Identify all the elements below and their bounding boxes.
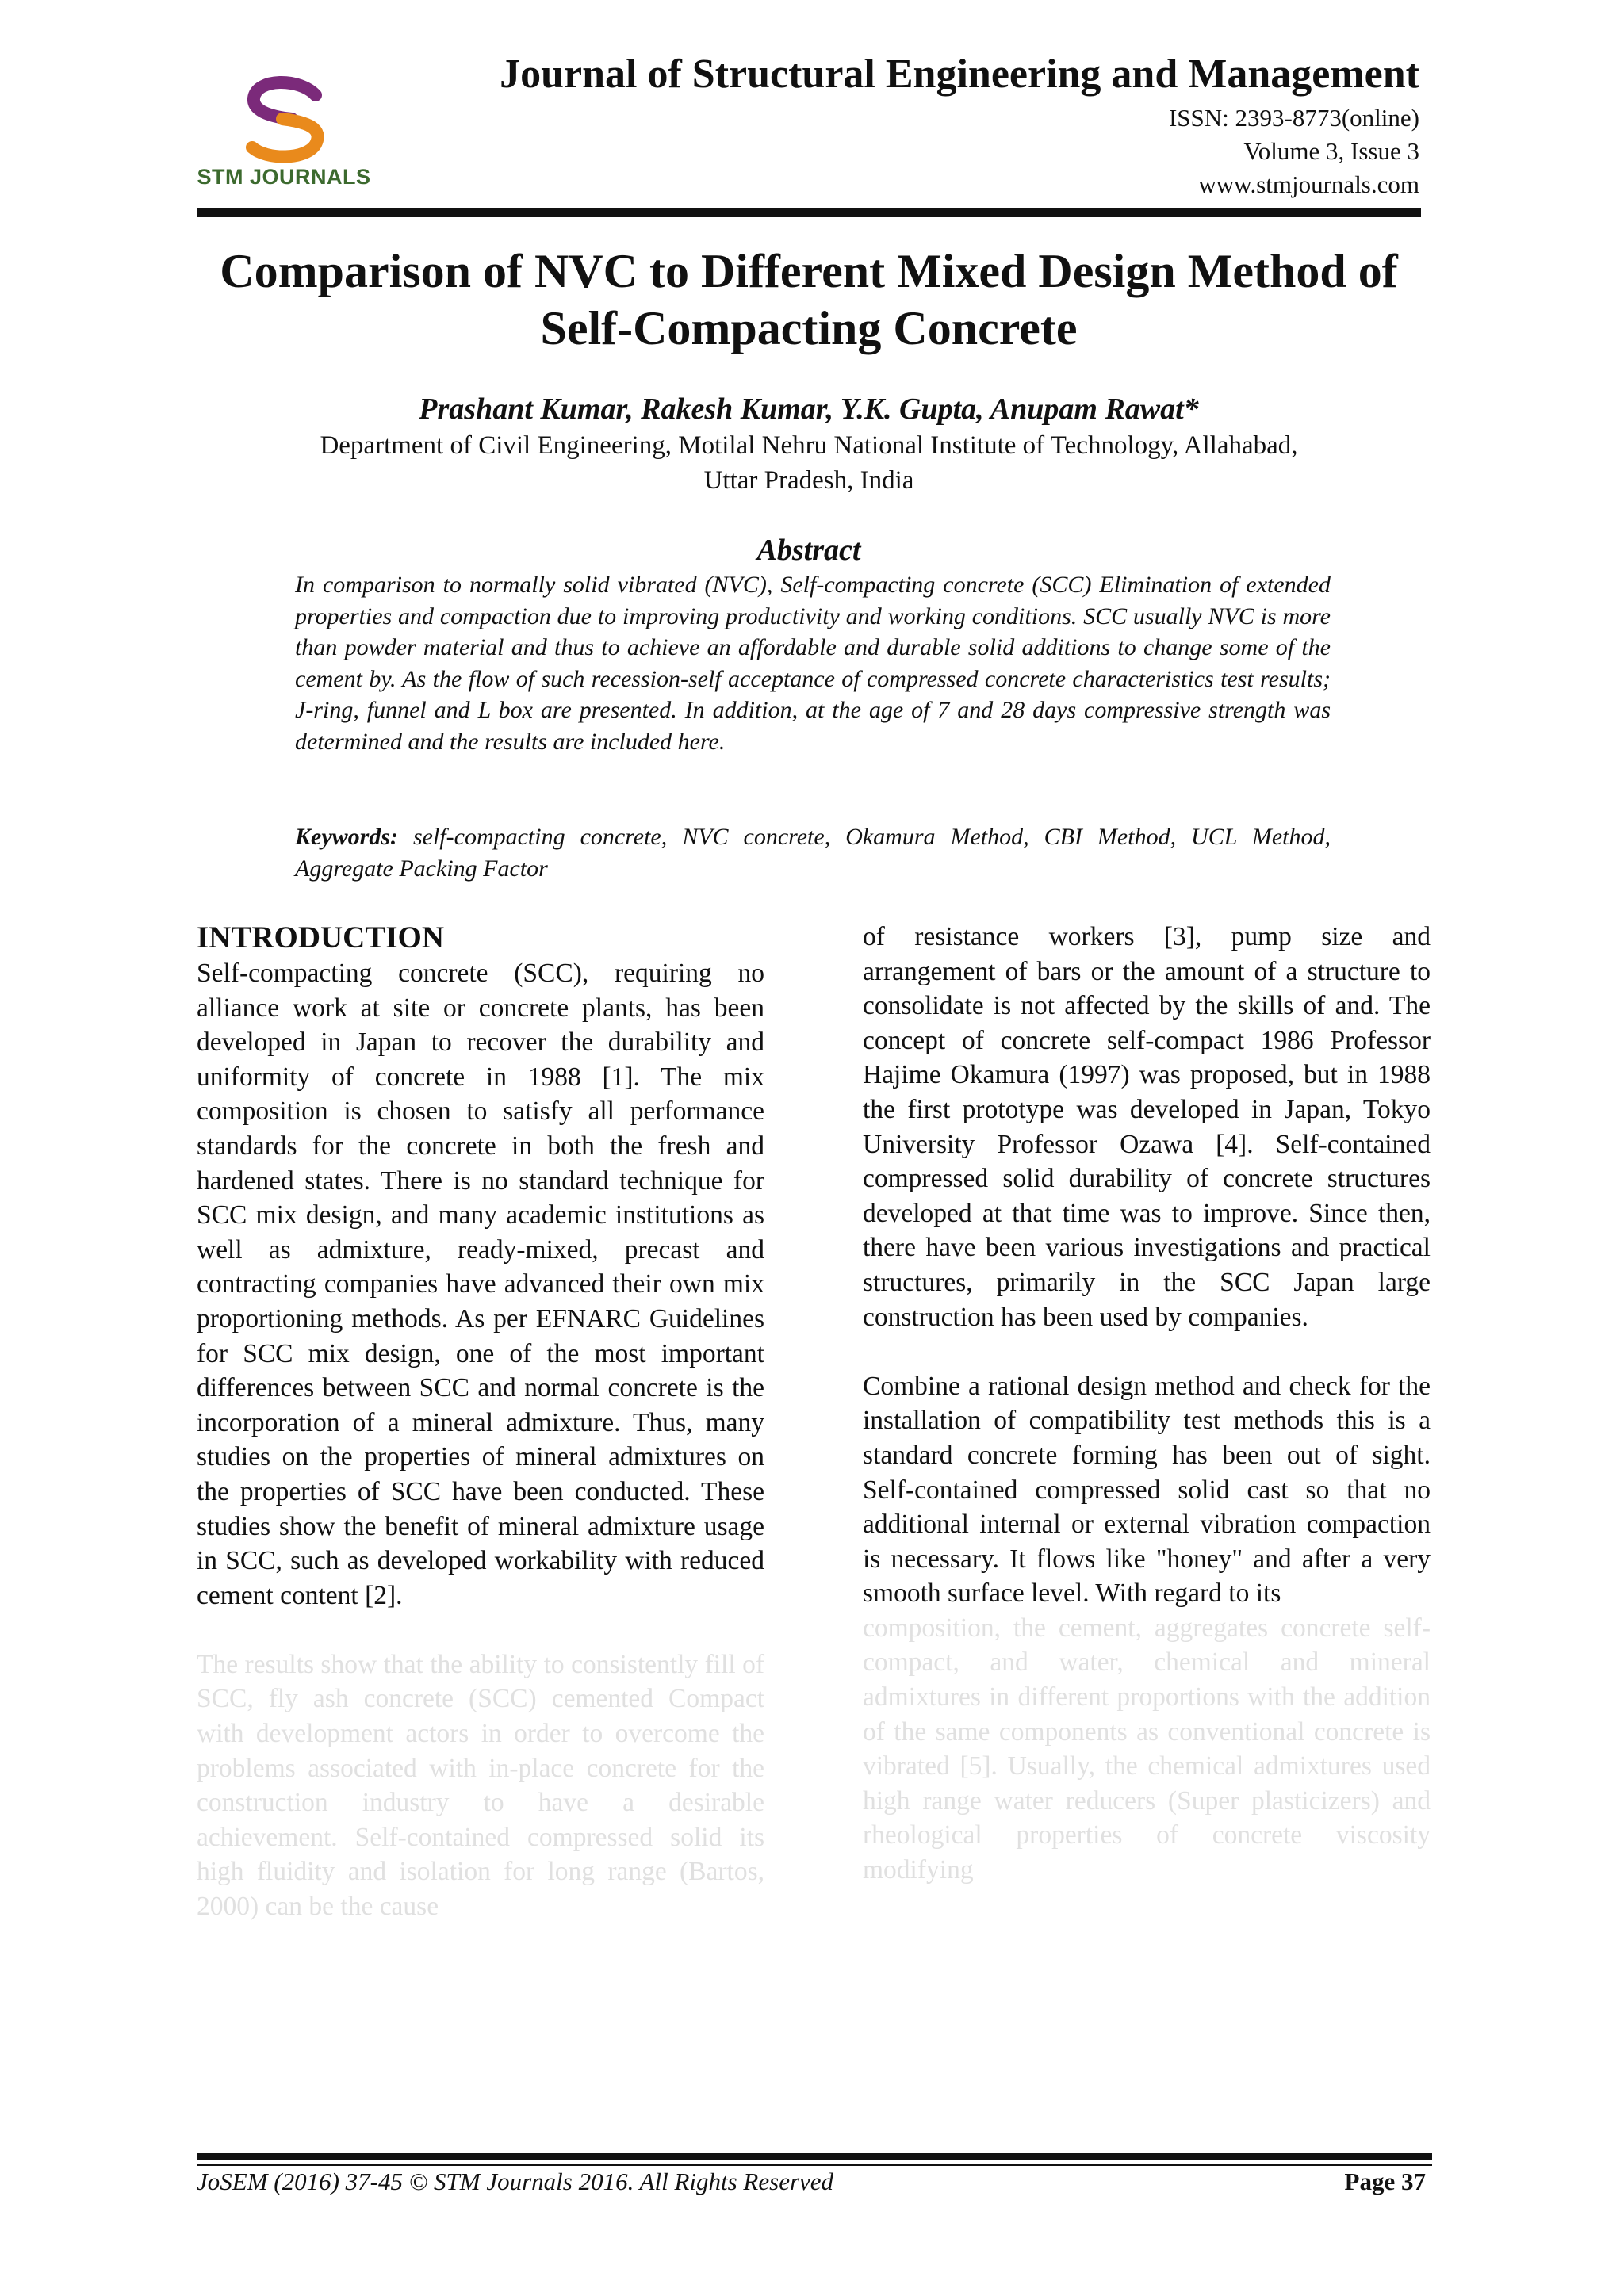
right-paragraph-2: Combine a rational design method and check for the installation of compatibility test methods this is a standard concrete forming has been out of sight. Self-contained compressed solid cast so that no additional internal or external vibration compaction is necessary. It flows like "honey" and after a very smooth surface level. With regard to its	[863, 1371, 1431, 1609]
journal-meta	[1169, 101, 1419, 201]
stm-journals-logo	[197, 71, 371, 198]
affiliation-line-2: Uttar Pradesh, India	[703, 466, 914, 495]
journal-title: Journal of Structural Engineering and Management	[500, 52, 1419, 97]
volume-issue: Volume 3, Issue 3	[1243, 137, 1419, 165]
right-paragraph-1: of resistance workers [3], pump size and arrangement of bars or the amount of a structure to consolidate is not affected by the skills of and. The concept of concrete self-compact 1986 Professor Hajime Okamura (1997) was proposed, but in 1988 the first prototype was developed in Japan, Tokyo University Professor Ozawa [4]. Self-contained compressed solid durability of concrete structures developed at that time was to improve. Since then, there have been various investigations and practical structures, primarily in the SCC Japan large construction has been used by companies.	[863, 922, 1431, 1332]
header-rule	[197, 208, 1421, 217]
keywords-list: self-compacting concrete, NVC concrete, Okamura Method, CBI Method, UCL Method, Aggregate Packing Factor	[295, 824, 1331, 882]
footer-rule-thin	[197, 2164, 1432, 2166]
keywords-label: Keywords:	[295, 824, 398, 850]
left-paragraph-2-faded: The results show that the ability to consistently fill of SCC, fly ash concrete (SCC) cemented Compact with development actors in order to overcome the problems associated with in-place concrete for the construction industry to have a desirable achievement. Self-contained compressed solid its high fluidity and isolation for long range (Bartos, 2000) can be the cause	[197, 1649, 764, 1922]
issn: ISSN: 2393-8773(online)	[1168, 104, 1419, 132]
journal-website: www.stmjournals.com	[1198, 170, 1419, 198]
page-number: Page 37	[1344, 2168, 1426, 2195]
introduction-heading: INTRODUCTION	[197, 920, 445, 955]
right-column	[863, 920, 1431, 1888]
authors: Prashant Kumar, Rakesh Kumar, Y.K. Gupta, Anupam Rawat*	[419, 392, 1199, 426]
keywords	[295, 821, 1331, 884]
footer-citation: JoSEM (2016) 37-45 © STM Journals 2016. All Rights Reserved	[197, 2168, 834, 2195]
affiliation-line-1: Department of Civil Engineering, Motilal Nehru National Institute of Technology, Allahabad,	[320, 431, 1298, 460]
logo-text: STM JOURNALS	[197, 165, 371, 189]
abstract-heading: Abstract	[756, 534, 861, 567]
left-column	[197, 920, 764, 1924]
affiliation	[238, 428, 1380, 498]
stm-s-logo-icon	[197, 71, 371, 166]
paper-title	[197, 243, 1421, 357]
abstract-body: In comparison to normally solid vibrated (NVC), Self-compacting concrete (SCC) Elimination of extended properties and compaction due to improving productivity and working conditions. SCC usually NVC is more than powder material and thus to achieve an affordable and durable solid additions to change some of the cement by. As the flow of such recession-self acceptance of compressed concrete characteristics test results; J-ring, funnel and L box are presented. In addition, at the age of 7 and 28 days compressive strength was determined and the results are included here.	[295, 572, 1331, 755]
footer-rule-thick	[197, 2153, 1432, 2160]
left-paragraph-1: Self-compacting concrete (SCC), requiring no alliance work at site or concrete plants, has been developed in Japan to recover the durability and uniformity of concrete in 1988 [1]. The mix composition is chosen to satisfy all performance standards for the concrete in both the fresh and hardened states. There is no standard technique for SCC mix design, and many academic institutions as well as admixture, ready-mixed, precast and contracting companies have advanced their own mix proportioning methods. As per EFNARC Guidelines for SCC mix design, one of the most important differences between SCC and normal concrete is the incorporation of a mineral admixture. Thus, many studies on the properties of mineral admixtures on the properties of SCC have been conducted. These studies show the benefit of mineral admixture usage in SCC, such as developed workability with reduced cement content [2].	[197, 959, 764, 1610]
paper-title-line-2: Self-Compacting Concrete	[540, 302, 1078, 354]
right-paragraph-2-faded: composition, the cement, aggregates concrete self-compact, and water, chemical and mineral admixtures in different proportions with the addition of the same components as conventional concrete is vibrated [5]. Usually, the chemical admixtures used high range water reducers (Super plasticizers) and rheological properties of concrete viscosity modifying	[863, 1613, 1431, 1885]
paper-title-line-1: Comparison of NVC to Different Mixed Design Method of	[220, 245, 1398, 297]
